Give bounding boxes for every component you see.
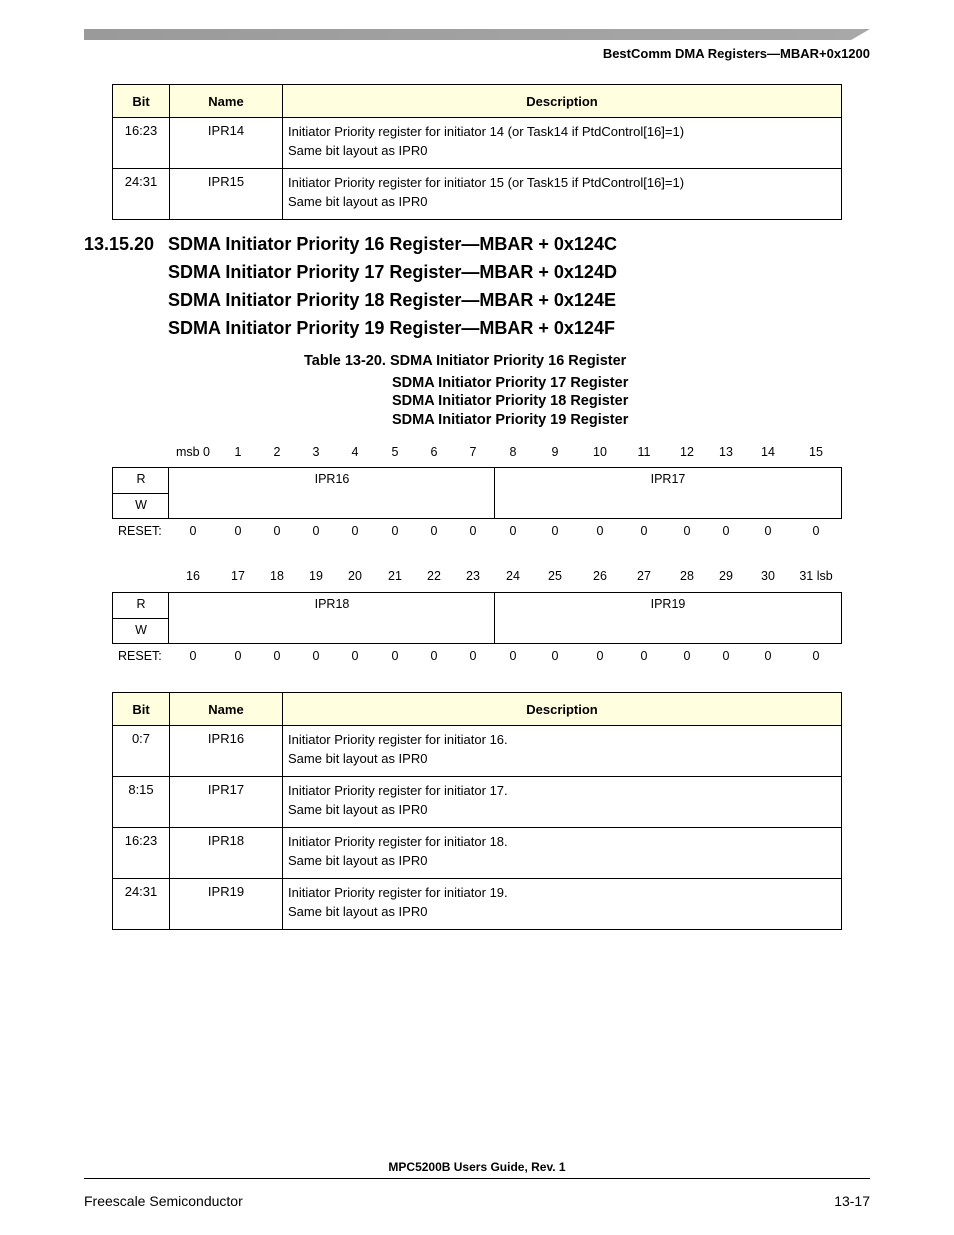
cell-bit: 8:15 (113, 777, 170, 828)
section-title-line: SDMA Initiator Priority 19 Register—MBAR + 0x124F (168, 318, 615, 338)
description-line: Same bit layout as IPR0 (288, 802, 428, 817)
bit-number: 1 (234, 445, 242, 459)
field-description-table (112, 692, 842, 930)
table-row (113, 726, 842, 777)
reset-value: 0 (234, 524, 242, 538)
reset-value: 0 (812, 524, 820, 538)
bit-number: 25 (548, 569, 562, 583)
reset-value: 0 (722, 524, 730, 538)
cell-description (283, 777, 842, 828)
bit-number: 3 (312, 445, 320, 459)
bit-number: 28 (680, 569, 694, 583)
header-name: Name (170, 693, 283, 726)
table-row (113, 828, 842, 879)
header-bit: Bit (113, 85, 170, 118)
reset-value: 0 (722, 649, 730, 663)
cell-name: IPR17 (170, 777, 283, 828)
description-line: Same bit layout as IPR0 (288, 853, 428, 868)
bit-number: 7 (469, 445, 477, 459)
reset-value: 0 (189, 524, 197, 538)
reset-value: 0 (509, 524, 517, 538)
reset-value: 0 (640, 649, 648, 663)
bit-number: msb 0 (175, 445, 211, 459)
cell-description (283, 828, 842, 879)
bit-number: 16 (186, 569, 200, 583)
header-description: Description (283, 85, 842, 118)
bit-number: 29 (719, 569, 733, 583)
reset-label: RESET: (118, 649, 162, 663)
bit-number: 31 lsb (799, 569, 833, 583)
field-ipr17: IPR17 (650, 472, 686, 486)
description-line: Initiator Priority register for initiator 14 (or Task14 if PtdControl[16]=1) (288, 124, 685, 139)
reset-value: 0 (273, 649, 281, 663)
cell-name: IPR15 (170, 169, 283, 220)
reset-value: 0 (469, 649, 477, 663)
bit-number: 8 (509, 445, 517, 459)
table-caption-line: SDMA Initiator Priority 17 Register (392, 375, 629, 391)
field-divider (494, 593, 495, 643)
reset-value: 0 (764, 649, 772, 663)
reset-value: 0 (430, 524, 438, 538)
footer-company: Freescale Semiconductor (84, 1193, 243, 1209)
bit-number: 2 (273, 445, 281, 459)
rw-row-divider (113, 493, 169, 494)
reset-value: 0 (234, 649, 242, 663)
bit-number: 10 (593, 445, 607, 459)
cell-name: IPR14 (170, 118, 283, 169)
description-line: Initiator Priority register for initiator 17. (288, 783, 508, 798)
bit-number: 19 (309, 569, 323, 583)
bit-number: 20 (348, 569, 362, 583)
description-line: Initiator Priority register for initiator 18. (288, 834, 508, 849)
description-line: Same bit layout as IPR0 (288, 143, 428, 158)
cell-bit: 24:31 (113, 879, 170, 930)
read-label: R (136, 472, 146, 486)
bit-number: 26 (593, 569, 607, 583)
reset-value: 0 (683, 524, 691, 538)
cell-name: IPR16 (170, 726, 283, 777)
cell-bit: 16:23 (113, 828, 170, 879)
bit-number: 30 (761, 569, 775, 583)
bit-number: 15 (809, 445, 823, 459)
description-line: Initiator Priority register for initiator 19. (288, 885, 508, 900)
description-line: Initiator Priority register for initiator 16. (288, 732, 508, 747)
reset-value: 0 (351, 524, 359, 538)
table-row (113, 169, 842, 220)
bit-number: 4 (351, 445, 359, 459)
reset-value: 0 (189, 649, 197, 663)
description-line: Same bit layout as IPR0 (288, 904, 428, 919)
footer-rule (84, 1178, 870, 1179)
table-caption-line: Table 13-20. SDMA Initiator Priority 16 Register (304, 353, 627, 369)
write-label: W (135, 498, 147, 512)
bit-number: 17 (231, 569, 245, 583)
reset-value: 0 (509, 649, 517, 663)
header-name: Name (170, 85, 283, 118)
bit-number: 6 (430, 445, 438, 459)
reset-value: 0 (391, 649, 399, 663)
bit-number: 27 (637, 569, 651, 583)
reset-value: 0 (596, 649, 604, 663)
cell-name: IPR18 (170, 828, 283, 879)
bit-number: 22 (427, 569, 441, 583)
section-number: 13.15.20 (84, 234, 155, 254)
reset-label: RESET: (118, 524, 162, 538)
bit-number: 11 (637, 445, 651, 459)
description-line: Initiator Priority register for initiator 15 (or Task15 if PtdControl[16]=1) (288, 175, 685, 190)
bit-number: 12 (680, 445, 694, 459)
cell-bit: 0:7 (113, 726, 170, 777)
reset-value: 0 (764, 524, 772, 538)
bit-number: 14 (761, 445, 775, 459)
field-divider (494, 468, 495, 518)
reset-value: 0 (596, 524, 604, 538)
reset-value: 0 (551, 524, 559, 538)
reset-value: 0 (430, 649, 438, 663)
footer-document-title: MPC5200B Users Guide, Rev. 1 (388, 1160, 566, 1174)
section-title-line: SDMA Initiator Priority 18 Register—MBAR + 0x124E (168, 290, 616, 310)
bit-number: 18 (270, 569, 284, 583)
reset-value: 0 (551, 649, 559, 663)
reset-value: 0 (312, 649, 320, 663)
reset-value: 0 (683, 649, 691, 663)
reset-value: 0 (391, 524, 399, 538)
header-description: Description (283, 693, 842, 726)
table-row (113, 118, 842, 169)
description-line: Same bit layout as IPR0 (288, 194, 428, 209)
bit-number: 9 (551, 445, 559, 459)
register-box-lower (112, 592, 842, 644)
bit-number: 21 (388, 569, 402, 583)
reset-value: 0 (640, 524, 648, 538)
cell-bit: 24:31 (113, 169, 170, 220)
bit-number: 13 (719, 445, 733, 459)
cell-name: IPR19 (170, 879, 283, 930)
field-ipr19: IPR19 (650, 597, 686, 611)
table-caption-line: SDMA Initiator Priority 18 Register (392, 393, 629, 409)
cell-description (283, 169, 842, 220)
cell-description (283, 879, 842, 930)
footer-page-number: 13-17 (834, 1193, 870, 1209)
field-description-table-continued (112, 84, 842, 220)
field-ipr16: IPR16 (314, 472, 350, 486)
table-caption-line: SDMA Initiator Priority 19 Register (392, 412, 629, 428)
rw-row-divider (113, 618, 169, 619)
bit-number: 24 (506, 569, 520, 583)
read-label: R (136, 597, 146, 611)
register-box-upper (112, 467, 842, 519)
reset-value: 0 (469, 524, 477, 538)
header-rule (84, 29, 870, 40)
write-label: W (135, 623, 147, 637)
cell-description (283, 726, 842, 777)
table-row (113, 777, 842, 828)
section-title-line: SDMA Initiator Priority 16 Register—MBAR + 0x124C (168, 234, 617, 254)
reset-value: 0 (351, 649, 359, 663)
reset-value: 0 (273, 524, 281, 538)
cell-bit: 16:23 (113, 118, 170, 169)
bit-number: 23 (466, 569, 480, 583)
cell-description (283, 118, 842, 169)
reset-value: 0 (812, 649, 820, 663)
bit-number: 5 (391, 445, 399, 459)
field-ipr18: IPR18 (314, 597, 350, 611)
table-header-row (113, 693, 842, 726)
description-line: Same bit layout as IPR0 (288, 751, 428, 766)
table-header-row (113, 85, 842, 118)
table-row (113, 879, 842, 930)
header-bit: Bit (113, 693, 170, 726)
reset-value: 0 (312, 524, 320, 538)
section-title-line: SDMA Initiator Priority 17 Register—MBAR + 0x124D (168, 262, 617, 282)
running-header: BestComm DMA Registers—MBAR+0x1200 (602, 46, 870, 61)
